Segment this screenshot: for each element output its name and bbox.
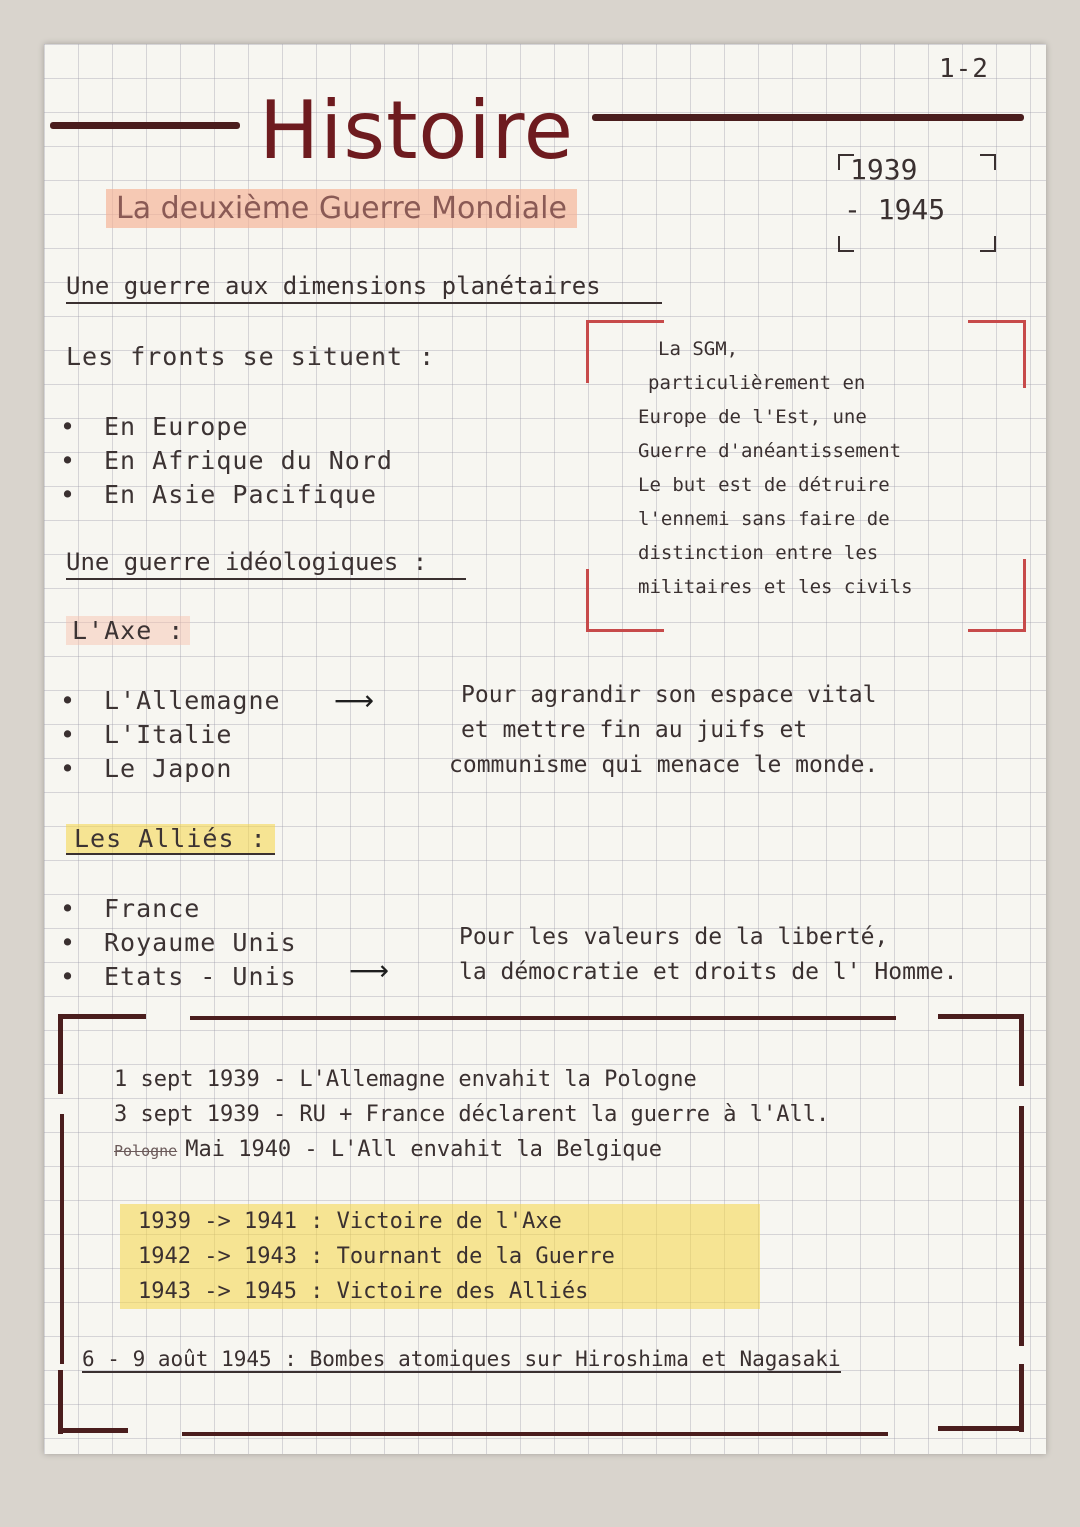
title-rule-right [592, 114, 1024, 121]
list-item: • En Afrique du Nord [44, 444, 564, 478]
arrow-right-icon: ⟶ [334, 684, 375, 717]
note-line: Europe de l'Est, une [638, 406, 867, 428]
final-event-text: 6 - 9 août 1945 : Bombes atomiques sur Hiroshima et Nagasaki [82, 1347, 841, 1371]
phase-line: 1939 -> 1941 : Victoire de l'Axe [120, 1204, 760, 1239]
section-heading-planetary: Une guerre aux dimensions planétaires [66, 272, 662, 304]
phase-line: 1943 -> 1945 : Victoire des Alliés [120, 1274, 760, 1309]
war-phases [120, 1204, 760, 1309]
note-line: particulièrement en [648, 372, 866, 394]
final-event [82, 1342, 1022, 1377]
arrow-right-icon: ⟶ [349, 954, 390, 987]
allies-heading: Les Alliés : [66, 824, 275, 855]
event-line [114, 1132, 994, 1169]
list-item: • Etats - Unis [44, 960, 364, 994]
date-start: 1939 [850, 153, 918, 186]
list-item: • L'Allemagne [44, 684, 344, 718]
timeline-events [114, 1062, 994, 1169]
date-end: - 1945 [844, 193, 946, 226]
list-item: • Royaume Unis [44, 926, 364, 960]
section-heading-ideological: Une guerre idéologiques : [66, 548, 466, 580]
title-rule-left [50, 122, 240, 129]
event-text: Mai 1940 - L'All envahit la Belgique [185, 1137, 663, 1162]
note-line: l'ennemi sans faire de [638, 508, 890, 530]
note-line: La SGM, [658, 338, 739, 360]
fronts-list [44, 410, 564, 512]
axis-purpose [449, 678, 1039, 783]
date-range [844, 150, 974, 250]
note-line: Le but est de détruire [638, 474, 890, 496]
list-item: • En Asie Pacifique [44, 478, 564, 512]
note-line: militaires et les civils [638, 576, 913, 598]
purpose-line: et mettre fin au juifs et [461, 717, 808, 743]
note-box [586, 320, 1026, 632]
fronts-intro: Les fronts se situent : [66, 342, 436, 371]
note-line: distinction entre les [638, 542, 879, 564]
purpose-line: communisme qui menace le monde. [449, 752, 879, 778]
list-item: • Le Japon [44, 752, 344, 786]
purpose-line: Pour les valeurs de la liberté, [459, 924, 889, 950]
subtitle: La deuxième Guerre Mondiale [106, 189, 577, 228]
purpose-line: Pour agrandir son espace vital [461, 682, 877, 708]
page-title: Histoire [259, 84, 574, 177]
note-line: Guerre d'anéantissement [638, 440, 902, 462]
allies-purpose [459, 920, 1049, 990]
event-line: 3 sept 1939 - RU + France déclarent la guerre à l'All. [114, 1102, 830, 1127]
event-line: 1 sept 1939 - L'Allemagne envahit la Pologne [114, 1067, 697, 1092]
list-item: • L'Italie [44, 718, 344, 752]
purpose-line: la démocratie et droits de l' Homme. [459, 959, 958, 985]
list-item: • France [44, 892, 364, 926]
axis-heading: L'Axe : [66, 616, 190, 645]
axis-members-list [44, 684, 344, 786]
notebook-page [44, 44, 1046, 1454]
allies-members-list [44, 892, 364, 994]
list-item: • En Europe [44, 410, 564, 444]
phase-line: 1942 -> 1943 : Tournant de la Guerre [120, 1239, 760, 1274]
struck-word: Pologne [114, 1142, 178, 1160]
note-text [638, 332, 1008, 604]
page-number: 1-2 [939, 54, 989, 84]
